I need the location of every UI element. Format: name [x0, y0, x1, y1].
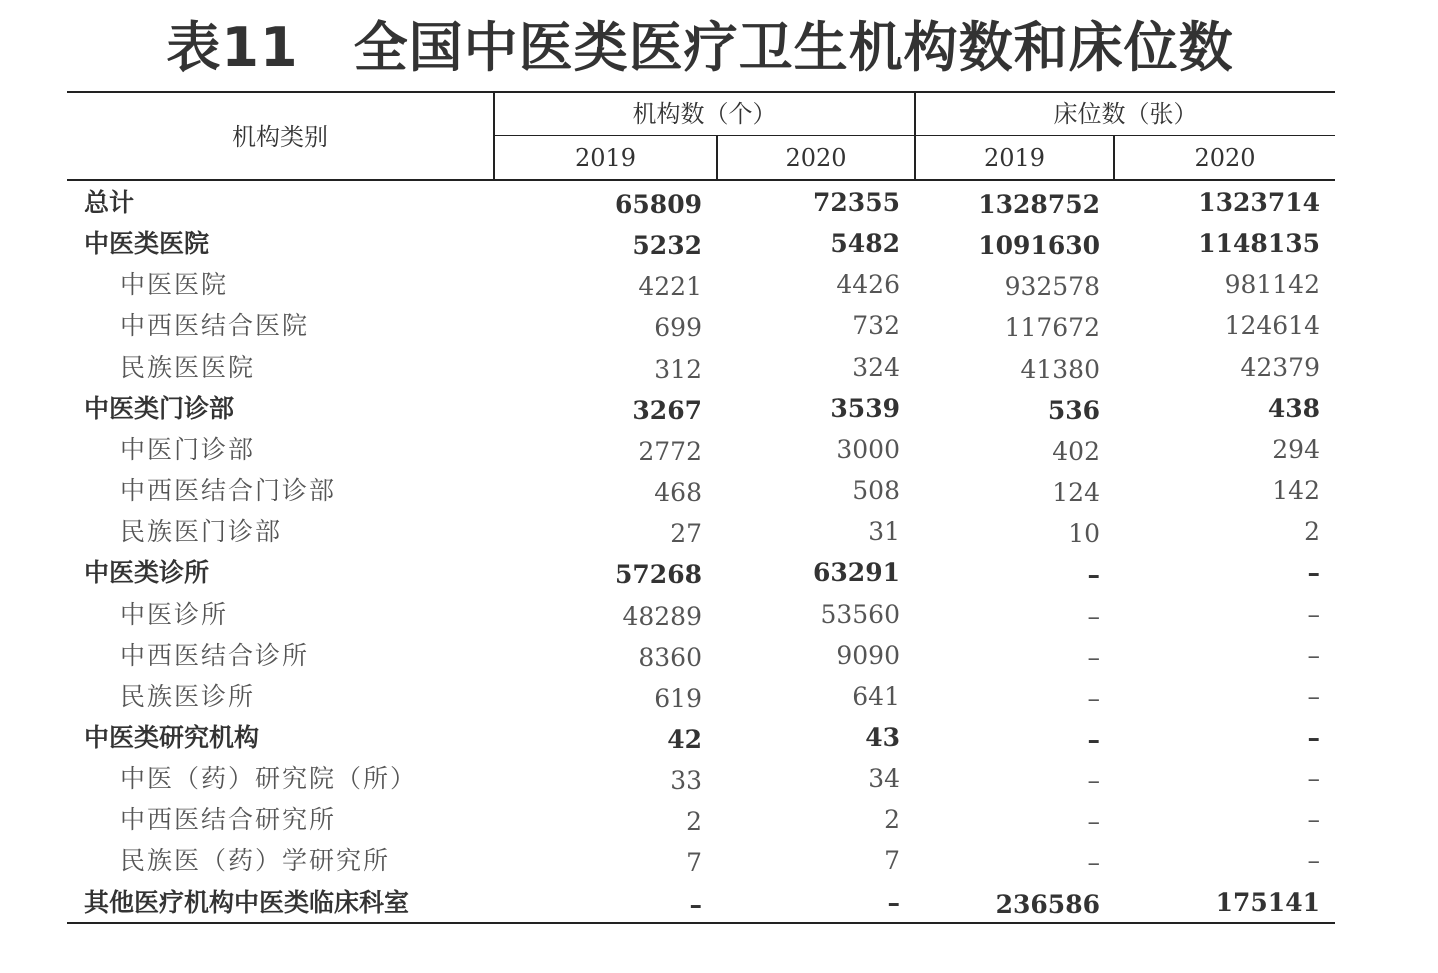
row-label: 中西医结合门诊部: [120, 476, 337, 506]
institutions-2019-cell: 468: [654, 478, 702, 508]
institutions-2019-cell: 4221: [638, 272, 702, 302]
table-row: [0, 840, 1438, 881]
beds-2020-cell: –: [1307, 722, 1320, 752]
table-row: [0, 182, 1438, 223]
beds-2019-cell: 41380: [1020, 354, 1100, 384]
beds-2019-cell: –: [1087, 766, 1100, 796]
header-institutions: 机构数（个）: [632, 100, 777, 128]
beds-2020-cell: –: [1307, 846, 1320, 876]
row-label: 中医类医院: [84, 229, 210, 259]
table-row: [0, 429, 1438, 470]
beds-2019-cell: 117672: [1004, 313, 1100, 343]
beds-2020-cell: –: [1307, 681, 1320, 711]
row-label: 其他医疗机构中医类临床科室: [84, 887, 410, 917]
beds-2019-cell: –: [1087, 642, 1100, 672]
table-row: [0, 717, 1438, 758]
beds-2020-cell: 981142: [1224, 270, 1320, 300]
row-label: 中医类诊所: [84, 558, 210, 588]
table-row: [0, 799, 1438, 840]
institutions-2019-cell: 65809: [615, 190, 702, 219]
institutions-2020-cell: 641: [852, 681, 900, 711]
row-label: 民族医（药）学研究所: [120, 846, 391, 876]
institutions-2019-cell: 57268: [615, 560, 702, 590]
beds-2019-cell: 10: [1068, 519, 1100, 549]
institutions-2019-cell: 3267: [632, 395, 702, 425]
beds-2020-cell: 294: [1272, 434, 1320, 464]
beds-2020-cell: 175141: [1215, 887, 1320, 917]
institutions-2019-cell: 2: [686, 807, 702, 837]
institutions-2020-cell: 72355: [813, 188, 900, 217]
row-label: 中医类门诊部: [84, 393, 235, 423]
header-bottom-rule: [67, 179, 1335, 181]
beds-2020-cell: 142: [1272, 476, 1320, 506]
beds-2020-cell: 2: [1304, 517, 1320, 547]
institutions-2020-cell: 3539: [830, 393, 900, 423]
institutions-2020-cell: 9090: [836, 640, 900, 670]
beds-2020-cell: –: [1307, 599, 1320, 629]
beds-2020-cell: –: [1307, 764, 1320, 794]
table-row: [0, 552, 1438, 593]
institutions-2019-cell: 27: [670, 519, 702, 549]
table-row: [0, 305, 1438, 346]
header-category: 机构类别: [232, 123, 328, 151]
row-label: 中医（药）研究院（所）: [120, 764, 418, 794]
table-row: [0, 676, 1438, 717]
institutions-2019-cell: 2772: [638, 436, 702, 466]
beds-2020-cell: 438: [1267, 393, 1320, 423]
table-row: [0, 223, 1438, 264]
header-beds: 床位数（张）: [1053, 100, 1198, 128]
table-row: [0, 758, 1438, 799]
beds-2019-cell: 124: [1052, 478, 1100, 508]
row-label: 中医类研究机构: [84, 722, 260, 752]
beds-2019-cell: 536: [1047, 395, 1100, 425]
header-year-beds-2020: 2020: [1194, 144, 1256, 172]
table-row: [0, 635, 1438, 676]
institutions-2019-cell: 619: [654, 683, 702, 713]
table-row: [0, 882, 1438, 923]
institutions-2019-cell: 42: [667, 724, 702, 754]
institutions-2020-cell: 324: [852, 352, 900, 382]
table-row: [0, 594, 1438, 635]
institutions-2019-cell: –: [689, 889, 702, 919]
institutions-2019-cell: 5232: [632, 231, 702, 261]
header-year-beds-2019: 2019: [983, 144, 1046, 172]
institutions-2020-cell: 43: [865, 722, 900, 752]
row-label: 民族医诊所: [120, 681, 256, 711]
row-label: 民族医门诊部: [120, 517, 283, 547]
beds-2020-cell: 1323714: [1198, 188, 1320, 217]
table-row: [0, 388, 1438, 429]
institutions-2020-cell: 31: [868, 517, 900, 547]
table-row: [0, 347, 1438, 388]
row-label: 中医诊所: [120, 599, 229, 629]
beds-2020-cell: –: [1307, 640, 1320, 670]
row-label: 中西医结合研究所: [120, 805, 337, 835]
table-row: [0, 511, 1438, 552]
beds-2019-cell: 1091630: [978, 231, 1100, 261]
beds-2019-cell: –: [1087, 601, 1100, 631]
table-top-rule: [67, 91, 1335, 93]
institutions-2020-cell: –: [887, 887, 900, 917]
row-label: 中医门诊部: [120, 434, 256, 464]
institutions-2020-cell: 63291: [813, 558, 900, 588]
beds-2019-cell: –: [1087, 848, 1100, 878]
row-label: 中西医结合医院: [120, 311, 310, 341]
institutions-2020-cell: 7: [884, 846, 900, 876]
institutions-2019-cell: 48289: [622, 601, 702, 631]
header-year-inst-2019: 2019: [574, 144, 637, 172]
beds-2019-cell: –: [1087, 683, 1100, 713]
beds-2019-cell: –: [1087, 724, 1100, 754]
beds-2019-cell: 932578: [1004, 272, 1100, 302]
institutions-2020-cell: 34: [868, 764, 900, 794]
institutions-2019-cell: 7: [686, 848, 702, 878]
institutions-2019-cell: 33: [670, 766, 702, 796]
institutions-2020-cell: 2: [884, 805, 900, 835]
institutions-2019-cell: 8360: [638, 642, 702, 672]
row-label: 中西医结合诊所: [120, 640, 310, 670]
institutions-2019-cell: 699: [654, 313, 702, 343]
beds-2020-cell: 42379: [1240, 352, 1320, 382]
institutions-2019-cell: 312: [654, 354, 702, 384]
institutions-2020-cell: 5482: [830, 229, 900, 259]
institutions-2020-cell: 3000: [836, 434, 900, 464]
institutions-2020-cell: 732: [852, 311, 900, 341]
institutions-2020-cell: 508: [852, 476, 900, 506]
row-label: 总计: [84, 188, 135, 217]
institutions-2020-cell: 53560: [820, 599, 900, 629]
institutions-2020-cell: 4426: [836, 270, 900, 300]
beds-2020-cell: –: [1307, 805, 1320, 835]
beds-2019-cell: 402: [1052, 436, 1100, 466]
beds-2019-cell: –: [1087, 807, 1100, 837]
beds-2020-cell: 1148135: [1198, 229, 1320, 259]
table-row: [0, 264, 1438, 305]
beds-2019-cell: 236586: [995, 889, 1100, 919]
table-row: [0, 470, 1438, 511]
beds-2019-cell: –: [1087, 560, 1100, 590]
row-label: 民族医医院: [120, 352, 256, 382]
row-label: 中医医院: [120, 270, 229, 300]
page-title: 表11 全国中医类医疗卫生机构数和床位数: [166, 16, 1234, 79]
header-year-inst-2020: 2020: [785, 144, 847, 172]
beds-2019-cell: 1328752: [978, 190, 1100, 219]
beds-2020-cell: 124614: [1224, 311, 1320, 341]
beds-2020-cell: –: [1307, 558, 1320, 588]
